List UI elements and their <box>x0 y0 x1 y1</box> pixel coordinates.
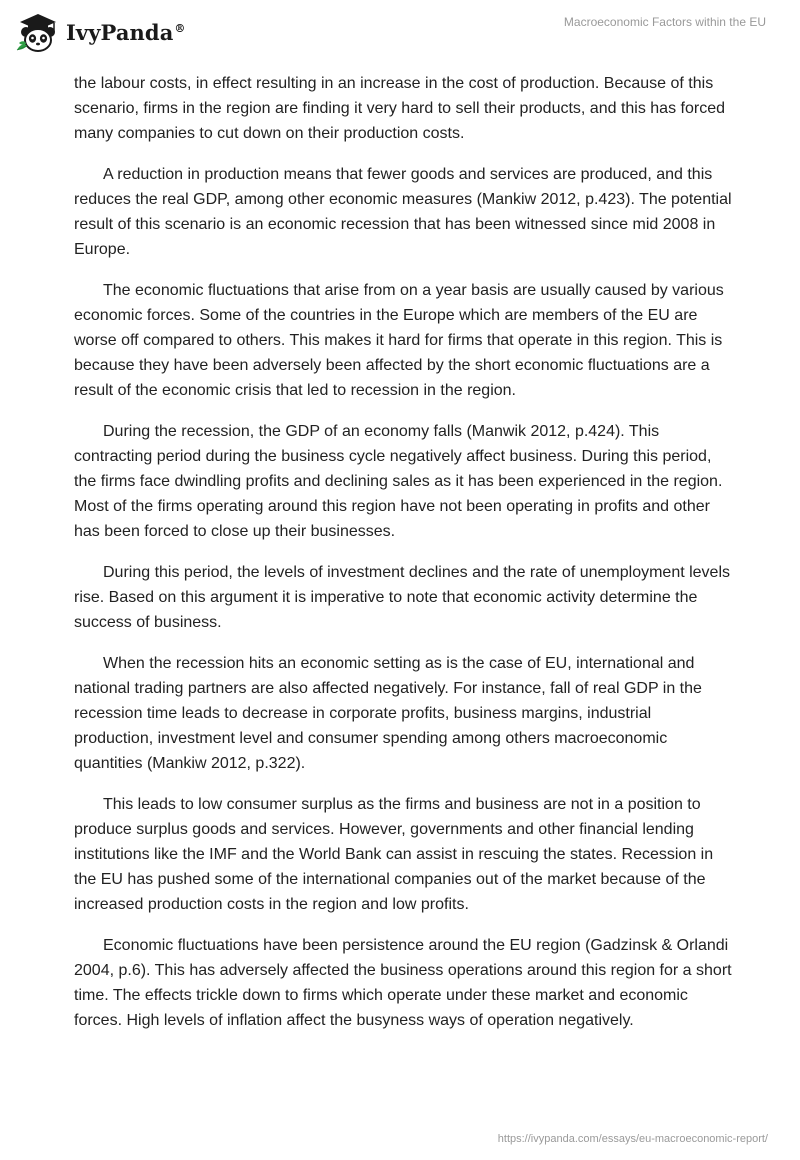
paragraph-7: This leads to low consumer surplus as the firms and business are not in a position to produce surplus goods and services. However, governments and other financial lending institutions like the IMF and the World Bank can assist in rescuing the states. Recession in the EU has pushed some of the international companies out of the market because of the increased production costs in the region and low profits. <box>74 796 714 913</box>
document-title: Macroeconomic Factors within the EU <box>563 15 766 29</box>
paragraph-3: The economic fluctuations that arise from on a year basis are usually caused by various economic forces. Some of the countries in the Europe which are members of the EU are worse off compared to others. This makes it hard for firms that operate in this region. This is because they have been adversely been affected by the short economic fluctuations are a result of the economic crisis that led to recession in the region. <box>74 282 724 399</box>
paragraph-6: When the recession hits an economic setting as is the case of EU, international and national trading partners are also affected negatively. For instance, fall of real GDP in the recession time leads to decrease in corporate profits, business margins, industrial production, investment level and consumer spending among others macroeconomic quantities (Mankiw 2012, p.322). <box>74 655 702 772</box>
brand-name: IvyPanda® <box>66 19 186 45</box>
paragraph-8: Economic fluctuations have been persistence around the EU region (Gadzinsk & Orlandi 2004, p.6). This has adversely affected the business operations around this region for a short time. The effects trickle down to firms which operate under these market and economic forces. High levels of inflation affect the busyness ways of operation negatively. <box>74 937 732 1029</box>
paragraph-2: A reduction in production means that fewer goods and services are produced, and this reduces the real GDP, among other economic measures (Mankiw 2012, p.423). The potential result of this scenario is an economic recession that has been witnessed since mid 2008 in Europe. <box>74 166 732 258</box>
paragraph-4: During the recession, the GDP of an economy falls (Manwik 2012, p.424). This contracting period during the business cycle negatively affect business. During this period, the firms face dwindling profits and declining sales as it has been experienced in the region. Most of the firms operating around this region have not been operating in profits and other has been forced to close up their businesses. <box>74 423 723 540</box>
brand-logo-link[interactable] <box>14 10 186 54</box>
page-header <box>0 0 800 70</box>
source-url-link[interactable]: https://ivypanda.com/essays/eu-macroeconomic-report/ <box>497 1133 768 1145</box>
panda-graduation-cap-icon <box>14 10 62 54</box>
paragraph-5: During this period, the levels of investment declines and the rate of unemployment levels rise. Based on this argument it is imperative to note that economic activity determine the success of business. <box>74 564 731 631</box>
paragraph-1: the labour costs, in effect resulting in an increase in the cost of production. Because of this scenario, firms in the region are finding it very hard to sell their products, and this has forced many companies to cut down on their production costs. <box>74 75 725 142</box>
essay-body <box>74 71 734 1049</box>
registered-mark: ® <box>174 21 186 35</box>
